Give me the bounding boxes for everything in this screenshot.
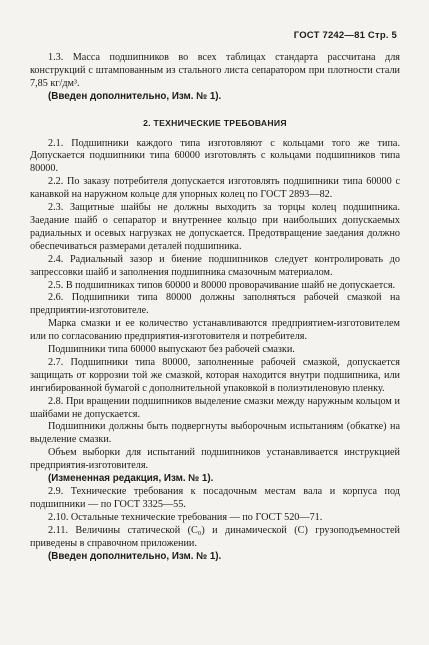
paragraph-grease-brand: Марка смазки и ее количество устанавливаются предприятием-изготовителем или по согласованию предприятия-изготовителя и потребителя. <box>30 318 400 343</box>
paragraph-2-7: 2.7. Подшипники типа 80000, заполненные рабочей смазкой, допускается защищать от коррозии той же смазкой, которая находится внутри подшипника, или ингибированной бумагой с дополнительной упаковкой в полиэтиленовую пленку. <box>30 356 400 394</box>
paragraph-2-9: 2.9. Технические требования к посадочным местам вала и корпуса под подшипники — по ГОСТ 3325—55. <box>30 486 400 510</box>
amendment-note: (Измененная редакция, Изм. № 1). <box>48 473 214 485</box>
page-header: ГОСТ 7242—81 Стр. 5 <box>293 30 397 41</box>
paragraph-2-6: 2.6. Подшипники типа 80000 должны заполняться рабочей смазкой на предприятии-изготовителе. <box>30 292 400 317</box>
paragraph-no-grease: Подшипники типа 60000 выпускают без рабочей смазки. <box>48 344 295 356</box>
paragraph-2-11: 2.11. Величины статической (C₀) и динамической (C) грузоподъемностей приведены в справочном приложении. <box>30 524 400 549</box>
paragraph-2-3: 2.3. Защитные шайбы не должны выходить за торцы колец подшипника. Заедание шайб о сепаратор и внутреннее кольцо при наибольших допускаемых радиальных и осевых нагрузках не допускается. Предотвращение заедания должно обеспечиваться размерами деталей подшипника. <box>30 202 400 252</box>
paragraph-1-3: 1.3. Масса подшипников во всех таблицах стандарта рассчитана для конструкций с штампованным из стального листа сепаратором при плотности стали 7,85 кг/дм³. <box>30 52 400 89</box>
amendment-note: (Введен дополнительно, Изм. № 1). <box>48 90 222 102</box>
paragraph-2-1: 2.1. Подшипники каждого типа изготовляют с кольцами того же типа. Допускается подшипники типа 60000 изготовлять с кольцами подшипников типа 80000. <box>30 137 400 175</box>
paragraph-2-2: 2.2. По заказу потребителя допускается изготовлять подшипники типа 60000 с канавкой на наружном кольце для упорных колец по ГОСТ 2893—82. <box>30 176 400 201</box>
section-heading: 2. ТЕХНИЧЕСКИЕ ТРЕБОВАНИЯ <box>143 117 287 128</box>
paragraph-2-4: 2.4. Радиальный зазор и биение подшипников следует контролировать до запрессовки шайб и заполнения подшипника смазочным материалом. <box>30 253 400 278</box>
document-body <box>30 52 400 563</box>
paragraph-sample: Объем выборки для испытаний подшипников устанавливается инструкцией предприятия-изготовителя. <box>30 447 400 472</box>
paragraph-2-8: 2.8. При вращении подшипников выделение смазки между наружным кольцом и шайбами не допускается. <box>30 395 400 420</box>
paragraph-testing: Подшипники должны быть подвергнуты выборочным испытаниям (обкатке) на выделение смазки. <box>30 421 400 446</box>
paragraph-2-10: 2.10. Остальные технические требования — по ГОСТ 520—71. <box>48 511 323 523</box>
paragraph-2-5: 2.5. В подшипниках типов 60000 и 80000 проворачивание шайб не допускается. <box>48 279 396 291</box>
amendment-note: (Введен дополнительно, Изм. № 1). <box>48 550 222 562</box>
